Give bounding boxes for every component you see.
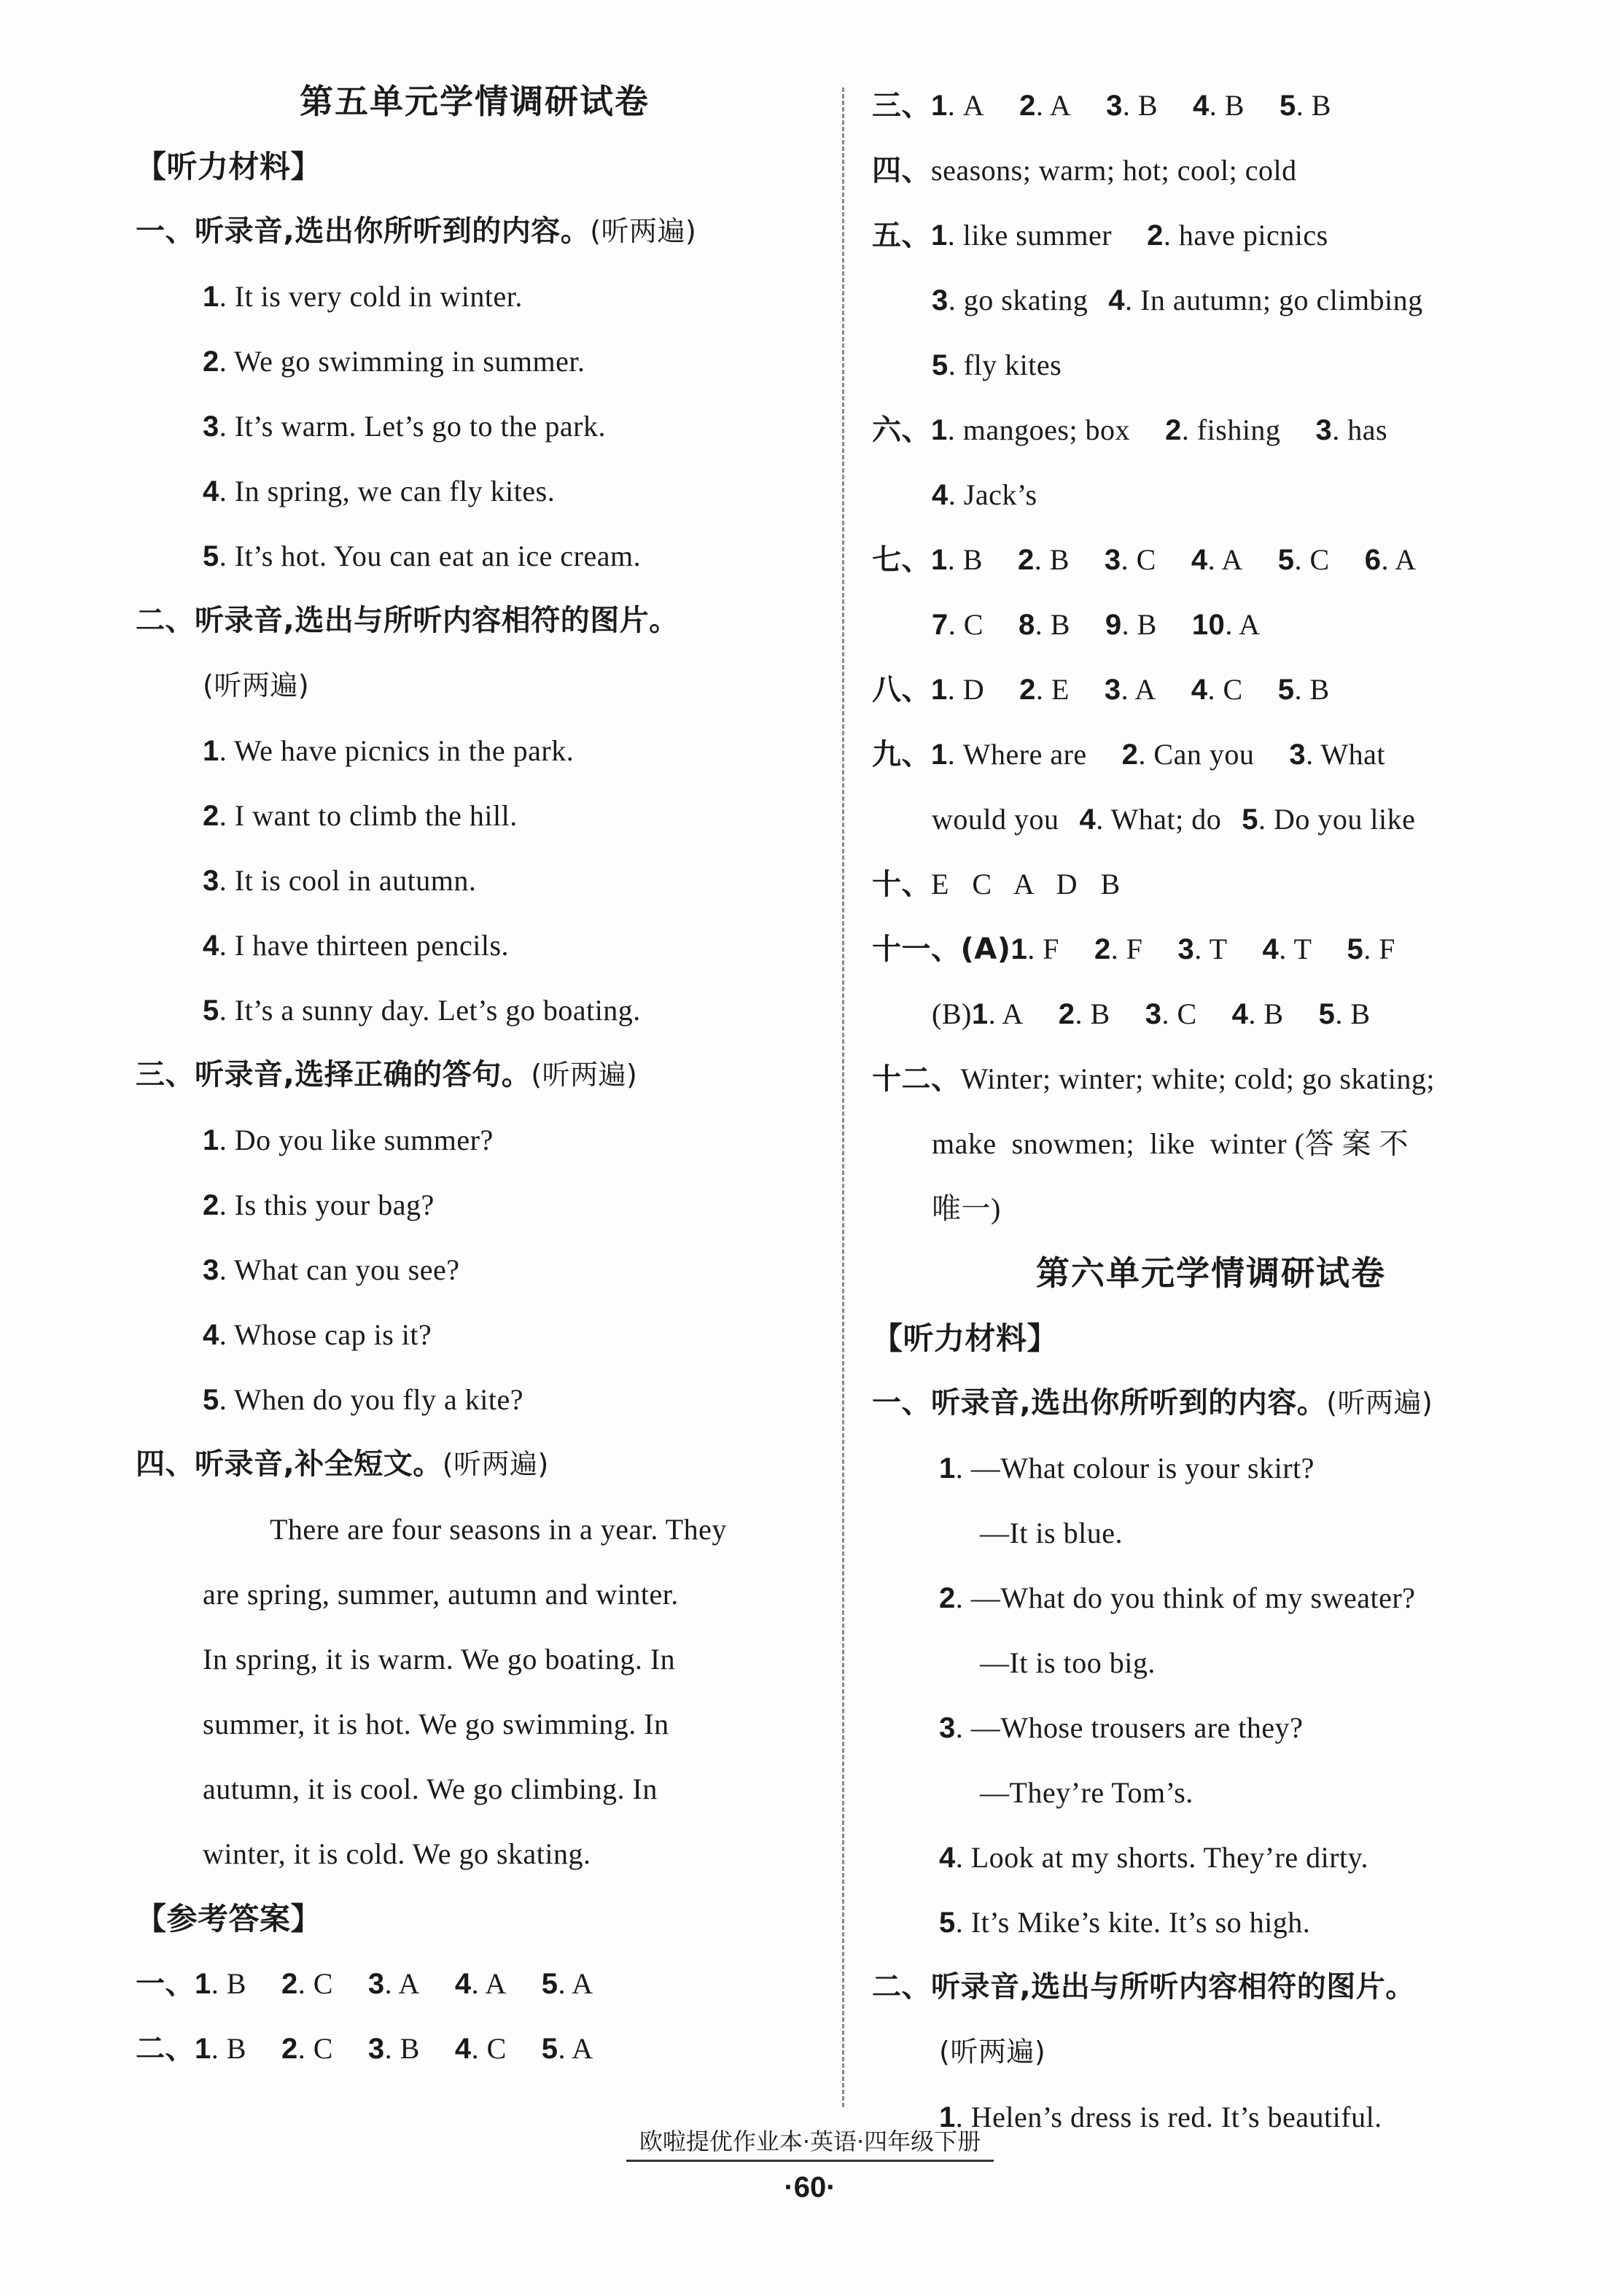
answer-row-6-cont: 4. Jack’s [932,478,1037,511]
answer-row-10: 十、E C A D B [872,868,1121,901]
list-item: 4. Look at my shorts. They’re dirty. [939,1841,1369,1874]
unit5-title: 第五单元学情调研试卷 [300,82,650,121]
answer-row-12: 十二、Winter; winter; white; cold; go skating; [872,1062,1435,1096]
listening-header: 【听力材料】 [136,149,322,184]
section-2-note: (听两遍) [203,669,310,701]
right-column [872,73,1550,2149]
section-1-heading: 一、听录音,选出你所听到的内容。(听两遍) [136,214,697,248]
list-item: 4. I have thirteen pencils. [203,929,510,962]
list-item: 2. I want to climb the hill. [203,799,518,832]
list-item: 3. It’s warm. Let’s go to the park. [203,410,606,443]
answer-row-1: 一、1. B 2. C 3. A 4. A 5. A [136,1967,593,2001]
section-1-heading: 一、听录音,选出你所听到的内容。(听两遍) [872,1386,1433,1420]
list-item: 1. Do you like summer? [203,1124,494,1156]
list-item: 2. Is this your bag? [203,1188,435,1221]
list-item: 5. It’s Mike’s kite. It’s so high. [939,1906,1311,1939]
footer-book-title: 欧啦提优作业本·英语·四年级下册 [0,2120,1620,2162]
passage-line: There are four seasons in a year. They [270,1513,727,1546]
answer-row-3: 三、1. A 2. A 3. B 4. B 5. B [872,89,1331,122]
list-item: 2. We go swimming in summer. [203,345,585,378]
listening-header: 【听力材料】 [872,1320,1059,1356]
list-item: 1. It is very cold in winter. [203,280,523,313]
answer-row-11a: 十一、(A)1. F 2. F 3. T 4. T 5. F [872,933,1395,966]
section-2-note: (听两遍) [939,2036,1046,2068]
section-2-heading: 二、听录音,选出与所听内容相符的图片。 [136,604,679,637]
list-item: 5. It’s a sunny day. Let’s go boating. [203,994,641,1027]
answer-row-4: 四、seasons; warm; hot; cool; cold [872,154,1297,187]
passage-line: autumn, it is cool. We go climbing. In [203,1772,658,1805]
list-item: 1. Helen’s dress is red. It’s beautiful. [939,2101,1382,2133]
answer-row-8: 八、1. D 2. E 3. A 4. C 5. B [872,673,1330,707]
answer-row-6: 六、1. mangoes; box 2. fishing 3. has [872,413,1388,447]
list-item: 2. —What do you think of my sweater? [939,1581,1416,1614]
answer-row-12-cont: make snowmen; like winter (答 案 不 [932,1127,1409,1160]
list-item: 5. When do you fly a kite? [203,1383,523,1416]
answer-row-5: 五、1. like summer 2. have picnics [872,219,1328,252]
list-item: 1. —What colour is your skirt? [939,1452,1315,1484]
dialogue-line: —It is blue. [980,1517,1123,1549]
answer-row-9: 九、1. Where are 2. Can you 3. What [872,738,1386,771]
list-item: 4. Whose cap is it? [203,1318,432,1351]
answer-row-5-cont: 3. go skating 4. In autumn; go climbing [932,284,1423,316]
list-item: 3. —Whose trousers are they? [939,1711,1304,1744]
list-item: 3. It is cool in autumn. [203,864,477,897]
answer-row-7-cont: 7. C 8. B 9. B 10. A [932,608,1261,641]
answer-row-11b: (B)1. A 2. B 3. C 4. B 5. B [932,997,1371,1030]
list-item: 4. In spring, we can fly kites. [203,475,556,507]
dialogue-line: —It is too big. [980,1646,1156,1679]
answer-row-2: 二、1. B 2. C 3. B 4. C 5. A [136,2032,593,2066]
list-item: 1. We have picnics in the park. [203,734,575,767]
left-column [136,69,814,2081]
answer-row-7: 七、1. B 2. B 3. C 4. A 5. C 6. A [872,543,1417,577]
answer-row-12-cont: 唯一) [932,1192,1001,1225]
answer-row-9-cont: would you 4. What; do 5. Do you like [932,803,1416,836]
section-2-heading: 二、听录音,选出与所听内容相符的图片。 [872,1970,1415,2004]
passage-line: In spring, it is warm. We go boating. In [203,1643,676,1676]
page-number: ·60· [784,2171,836,2203]
passage-line: are spring, summer, autumn and winter. [203,1578,679,1611]
list-item: 5. It’s hot. You can eat an ice cream. [203,540,642,572]
unit6-title: 第六单元学情调研试卷 [1036,1253,1386,1293]
answers-header: 【参考答案】 [136,1901,322,1937]
section-4-heading: 四、听录音,补全短文。(听两遍) [136,1447,549,1481]
passage-line: summer, it is hot. We go swimming. In [203,1708,669,1740]
column-divider [842,87,844,2107]
passage-line: winter, it is cold. We go skating. [203,1837,591,1870]
dialogue-line: —They’re Tom’s. [980,1776,1193,1809]
section-3-heading: 三、听录音,选择正确的答句。(听两遍) [136,1058,638,1091]
list-item: 3. What can you see? [203,1253,460,1286]
answer-row-5-cont: 5. fly kites [932,349,1062,381]
